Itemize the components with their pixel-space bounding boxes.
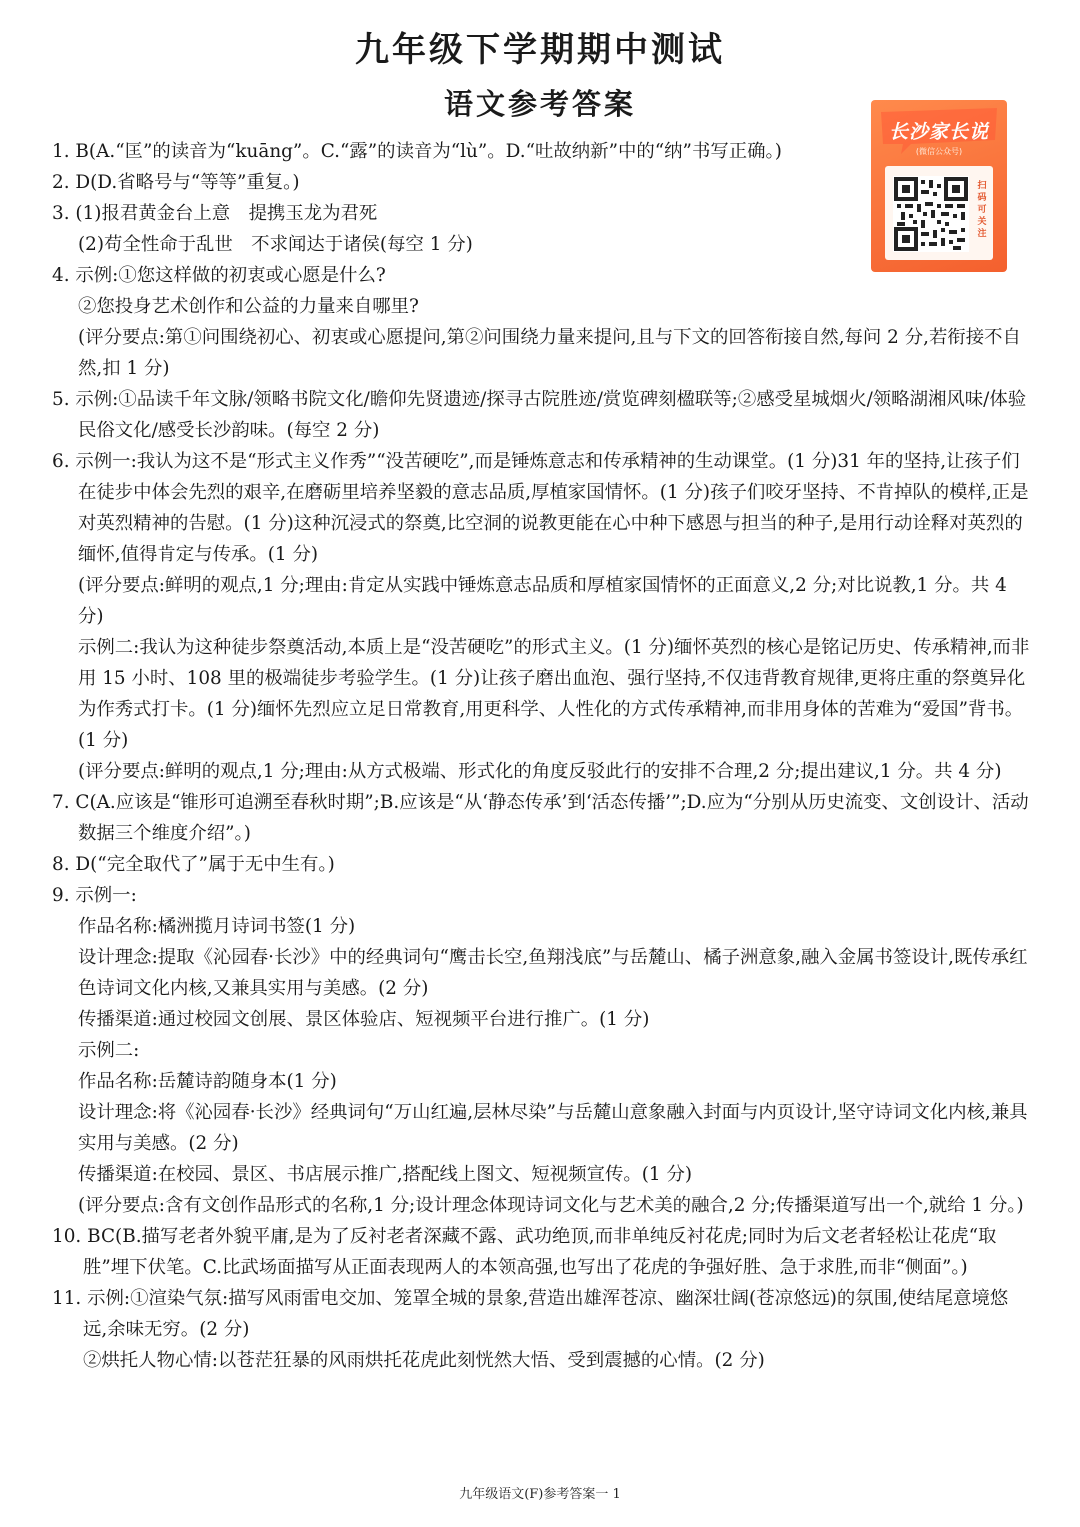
answer-6-example-1: 6. 示例一:我认为这不是“形式主义作秀”“没苦硬吃”,而是锤炼意志和传承精神的生动课堂。(1 分)31 年的坚持,让孩子们在徒步中体会先烈的艰辛,在磨砺里培养坚毅的意志品质,厚植家国情怀。(1 分)孩子们咬牙坚持、不肯掉队的模样,正是对英烈精神的告慰。(1 分)这种沉浸式的祭奠,比空洞的说教更能在心中种下感恩与担当的种子,是用行动诠释对英烈的缅怀,值得肯定与传承。(1 分) xyxy=(52,451,1029,565)
answer-9-design-2: 设计理念:将《沁园春·长沙》经典词句“万山红遍,层林尽染”与岳麓山意象融入封面与内页设计,坚守诗词文化内核,兼具实用与美感。(2 分) xyxy=(78,1102,1028,1154)
answer-3-part-1: 3. (1)报君黄金台上意 提携玉龙为君死 xyxy=(52,203,378,224)
answer-list xyxy=(52,136,1032,1376)
page-footer: 九年级语文(F)参考答案一 1 xyxy=(459,1487,621,1502)
answer-9-example-2-label: 示例二: xyxy=(78,1040,140,1061)
answer-4-example-2: ②您投身艺术创作和公益的力量来自哪里? xyxy=(78,296,419,317)
answer-9-example-1-label: 9. 示例一: xyxy=(52,885,137,906)
qr-card-subtitle: (微信公众号) xyxy=(915,147,963,156)
qr-card-title: 长沙家长说 xyxy=(888,121,989,143)
page-title: 九年级下学期期中测试 xyxy=(355,30,725,70)
answer-4-scoring: (评分要点:第①问围绕初心、初衷或心愿提问,第②问围绕力量来提问,且与下文的回答衔接自然,每问 2 分,若衔接不自然,扣 1 分) xyxy=(78,327,1021,379)
answer-9-work-name-1: 作品名称:橘洲揽月诗词书签(1 分) xyxy=(78,916,356,937)
answer-11-part-1: 11. 示例:①渲染气氛:描写风雨雷电交加、笼罩全城的景象,营造出雄浑苍凉、幽深壮阔(苍凉悠远)的氛围,使结尾意境悠远,余味无穷。(2 分) xyxy=(52,1288,1009,1340)
page-subtitle: 语文参考答案 xyxy=(443,87,636,121)
answer-2: 2. D(D.省略号与“等等”重复。) xyxy=(52,172,300,193)
answer-9-channel-1: 传播渠道:通过校园文创展、景区体验店、短视频平台进行推广。(1 分) xyxy=(78,1009,650,1030)
answer-10: 10. BC(B.描写老者外貌平庸,是为了反衬老者深藏不露、武功绝顶,而非单纯反衬花虎;同时为后文老者轻松让花虎“取胜”埋下伏笔。C.比武场面描写从正面表现两人的本领高强,也写出了花虎的争强好胜、急于求胜,而非“侧面”。) xyxy=(52,1226,997,1278)
answer-5: 5. 示例:①品读千年文脉/领略书院文化/瞻仰先贤遗迹/探寻古院胜迹/赏览碑刻楹联等;②感受星城烟火/领略湖湘风味/体验民俗文化/感受长沙韵味。(每空 2 分) xyxy=(52,389,1027,441)
answer-4-example-1: 4. 示例:①您这样做的初衷或心愿是什么? xyxy=(52,265,386,286)
answer-8: 8. D(“完全取代了”属于无中生有。) xyxy=(52,854,335,875)
answer-9-scoring: (评分要点:含有文创作品形式的名称,1 分;设计理念体现诗词文化与艺术美的融合,2 分;传播渠道写出一个,就给 1 分。) xyxy=(78,1195,1024,1216)
answer-6-example-2: 示例二:我认为这种徒步祭奠活动,本质上是“没苦硬吃”的形式主义。(1 分)缅怀英烈的核心是铭记历史、传承精神,而非用 15 小时、108 里的极端徒步考验学生。(1 分)让孩子磨出血泡、强行坚持,不仅违背教育规律,更将庄重的祭奠异化为作秀式打卡。(1 分)缅怀先烈应立足日常教育,用更科学、人性化的方式传承精神,而非用身体的苦难为“爱国”背书。(1 分) xyxy=(78,637,1030,751)
answer-3-part-2: (2)苟全性命于乱世 不求闻达于诸侯(每空 1 分) xyxy=(78,234,473,255)
answer-9-work-name-2: 作品名称:岳麓诗韵随身本(1 分) xyxy=(78,1071,337,1092)
answer-9-design-1: 设计理念:提取《沁园春·长沙》中的经典词句“鹰击长空,鱼翔浅底”与岳麓山、橘子洲意象,融入金属书签设计,既传承红色诗词文化内核,又兼具实用与美感。(2 分) xyxy=(78,947,1028,999)
qr-scan-hint: 扫码可关注 xyxy=(977,181,987,239)
answer-1: 1. B(A.“匡”的读音为“kuāng”。C.“露”的读音为“lù”。D.“吐故纳新”中的“纳”书写正确。) xyxy=(52,141,782,162)
answer-6-scoring-2: (评分要点:鲜明的观点,1 分;理由:从方式极端、形式化的角度反驳此行的安排不合理,2 分;提出建议,1 分。共 4 分) xyxy=(78,761,1002,782)
answer-7: 7. C(A.应该是“锥形可追溯至春秋时期”;B.应该是“从‘静态传承’到‘活态传播’”;D.应为“分别从历史流变、文创设计、活动数据三个维度介绍”。) xyxy=(52,792,1029,844)
answer-11-part-2: ②烘托人物心情:以苍茫狂暴的风雨烘托花虎此刻恍然大悟、受到震撼的心情。(2 分) xyxy=(83,1350,765,1371)
answer-6-scoring-1: (评分要点:鲜明的观点,1 分;理由:肯定从实践中锤炼意志品质和厚植家国情怀的正面意义,2 分;对比说教,1 分。共 4 分) xyxy=(78,575,1007,627)
answer-9-channel-2: 传播渠道:在校园、景区、书店展示推广,搭配线上图文、短视频宣传。(1 分) xyxy=(78,1164,693,1185)
